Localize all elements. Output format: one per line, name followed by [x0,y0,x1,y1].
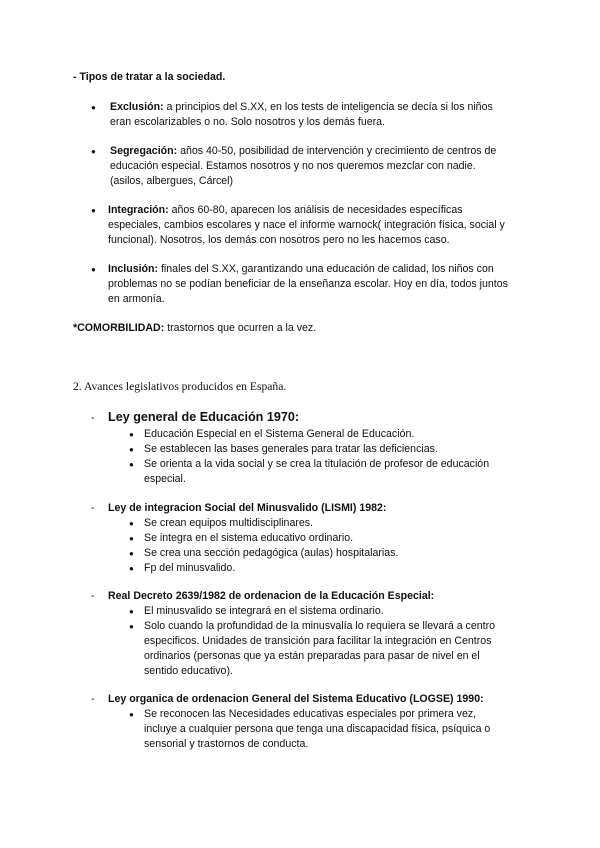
law-bullet-cont: ordinarios (personas que ya están preparadas para pasar de nivel en el [144,650,480,662]
bullet-icon: ● [129,519,134,528]
bullet-icon: ● [91,265,96,274]
law-bullet: Se crea una sección pedagógica (aulas) hospitalarias. [144,547,399,559]
law-title: Ley general de Educación 1970: [108,410,300,424]
comorbidity-note [73,321,316,336]
law-bullet: El minusvalido se integrará en el sistema ordinario. [144,605,384,617]
item-line: (asilos, albergues, Cárcel) [110,175,234,187]
list-item-segregation [110,144,496,159]
bullet-icon: ● [129,549,134,558]
dash-marker: - [91,412,95,424]
law-bullet: Se reconocen las Necesidades educativas especiales por primera vez, [144,708,477,720]
item-line: especiales, cambios escolares y nace el informe warnock( integración física, social y [108,219,505,231]
bullet-icon: ● [91,103,96,112]
bullet-icon: ● [129,534,134,543]
item-line: finales del S.XX, garantizando una educación de calidad, los niños con [160,263,494,275]
bullet-icon: ● [91,147,96,156]
law-bullet: Se orienta a la vida social y se crea la titulación de profesor de educación [144,458,490,470]
law-bullet: Solo cuando la profundidad de la minusvalía lo requiera se llevará a centro [144,620,495,632]
law-bullet-cont: incluye a cualquier persona que tenga una discapacidad física, psíquica o [144,723,491,735]
law-bullet-cont: sentido educativo). [144,665,233,677]
bullet-icon: ● [129,607,134,616]
item-line: eran escolarizables o no. Solo nosotros y los demás fuera. [110,116,385,128]
note-term: *COMORBILIDAD: [73,322,165,334]
law-bullet: Se integra en el sistema educativo ordinario. [144,532,354,544]
item-line: años 60-80, aparecen los análisis de necesidades específicas [171,204,463,216]
term-integration: Integración: [108,204,169,216]
law-bullet: Se establecen las bases generales para tratar las deficiencias. [144,443,438,455]
law-title: Real Decreto 2639/1982 de ordenacion de la Educación Especial: [108,590,435,602]
list-item-inclusion [108,262,494,277]
law-title: Ley de integracion Social del Minusvalido (LISMI) 1982: [108,502,387,514]
bullet-icon: ● [91,206,96,215]
term-exclusion: Exclusión: [110,101,164,113]
item-line: funcional). Nosotros, los demás con nosotros pero no les hacemos caso. [108,234,450,246]
law-bullet: Educación Especial en el Sistema General de Educación. [144,428,415,440]
list-item-integration [108,203,463,218]
law-bullet: Se crean equipos multidisciplinares. [144,517,313,529]
bullet-icon: ● [129,622,134,631]
law-bullet-cont: sensorial y trastornos de conducta. [144,738,309,750]
item-line: problemas no se podían beneficiar de la enseñanza escolar. Hoy en día, todos juntos [108,278,508,290]
item-line: a principios del S.XX, en los tests de inteligencia se decía si los niños [166,101,493,113]
bullet-icon: ● [129,445,134,454]
item-line: educación especial. Estamos nosotros y no nos queremos mezclar con nadie. [110,160,476,172]
dash-marker: - [91,693,95,705]
dash-marker: - [91,502,95,514]
bullet-icon: ● [129,430,134,439]
dash-marker: - [91,590,95,602]
note-text: trastornos que ocurren a la vez. [167,322,317,334]
item-line: en armonía. [108,293,165,305]
bullet-icon: ● [129,564,134,573]
term-inclusion: Inclusión: [108,263,159,275]
term-segregation: Segregación: [110,145,178,157]
item-line: años 40-50, posibilidad de intervención y crecimiento de centros de [180,145,497,157]
law-title: Ley organica de ordenacion General del Sistema Educativo (LOGSE) 1990: [108,693,484,705]
law-bullet-cont: especificos. Unidades de transición para facilitar la integración en Centros [144,635,492,647]
section1-heading: - Tipos de tratar a la sociedad. [73,71,226,83]
law-bullet-cont: especial. [144,473,186,485]
bullet-icon: ● [129,460,134,469]
law-bullet: Fp del minusvalido. [144,562,236,574]
list-item-exclusion [110,100,493,115]
section2-heading: 2. Avances legislativos producidos en España. [73,380,287,393]
bullet-icon: ● [129,710,134,719]
